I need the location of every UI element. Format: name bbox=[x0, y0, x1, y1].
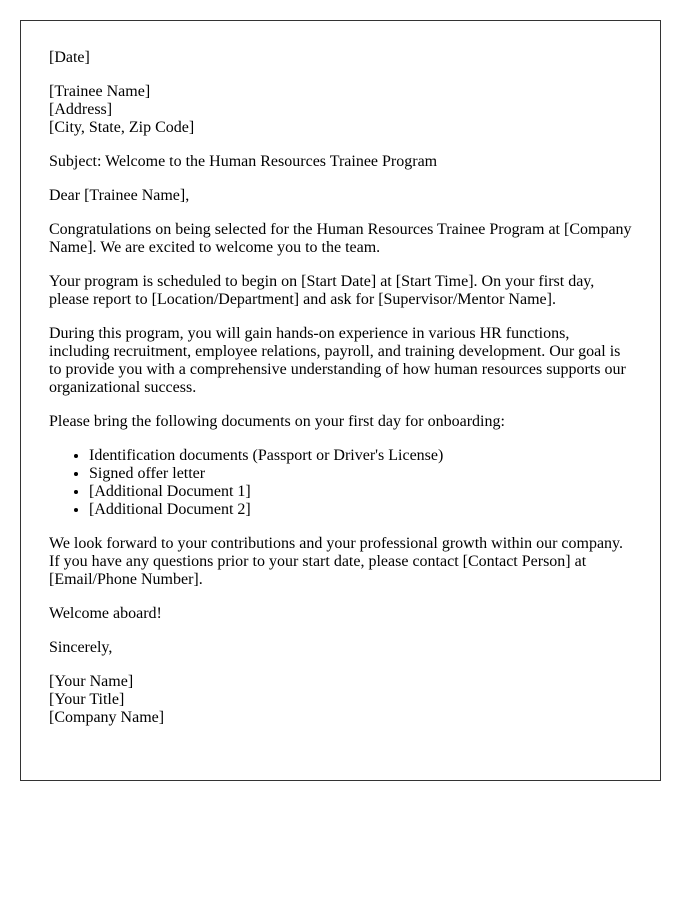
signature-title: [Your Title] bbox=[49, 691, 125, 708]
list-item: • Signed offer letter bbox=[89, 465, 632, 483]
signature-company: [Company Name] bbox=[49, 709, 165, 726]
salutation: Dear [Trainee Name], bbox=[49, 187, 190, 204]
recipient-city-state-zip: [City, State, Zip Code] bbox=[49, 119, 195, 136]
paragraph-schedule: Your program is scheduled to begin on [Start Date] at [Start Time]. On your first day, please report to [Location/Department] and ask for [Supervisor/Mentor Name]. bbox=[49, 273, 595, 308]
paragraph-documents-intro: Please bring the following documents on your first day for onboarding: bbox=[49, 413, 505, 430]
signature-name: [Your Name] bbox=[49, 673, 134, 690]
list-item: • [Additional Document 2] bbox=[89, 501, 632, 519]
sign-off: Sincerely, bbox=[49, 639, 113, 656]
documents-list bbox=[49, 447, 632, 519]
recipient-address: [Address] bbox=[49, 101, 113, 118]
paragraph-program-details: During this program, you will gain hands-on experience in various HR functions, including recruitment, employee relations, payroll, and training development. Our goal is to provide you with a comprehensive understanding of how human resources supports our organizational success. bbox=[49, 325, 626, 396]
paragraph-congratulations: Congratulations on being selected for the Human Resources Trainee Program at [Company Name]. We are excited to welcome you to the team. bbox=[49, 221, 632, 256]
paragraph-closing: We look forward to your contributions and your professional growth within our company. If you have any questions prior to your start date, please contact [Contact Person] at [Email/Phone Number]. bbox=[49, 535, 624, 588]
signature-block bbox=[49, 673, 632, 727]
list-item: • Identification documents (Passport or Driver's License) bbox=[89, 447, 632, 465]
welcome-line: Welcome aboard! bbox=[49, 605, 162, 622]
letter-container bbox=[20, 20, 661, 781]
letter-subject: Subject: Welcome to the Human Resources Trainee Program bbox=[49, 153, 438, 170]
recipient-block bbox=[49, 83, 632, 137]
recipient-name: [Trainee Name] bbox=[49, 83, 151, 100]
letter-date: [Date] bbox=[49, 49, 90, 66]
letter-body bbox=[21, 21, 660, 727]
list-item: • [Additional Document 1] bbox=[89, 483, 632, 501]
